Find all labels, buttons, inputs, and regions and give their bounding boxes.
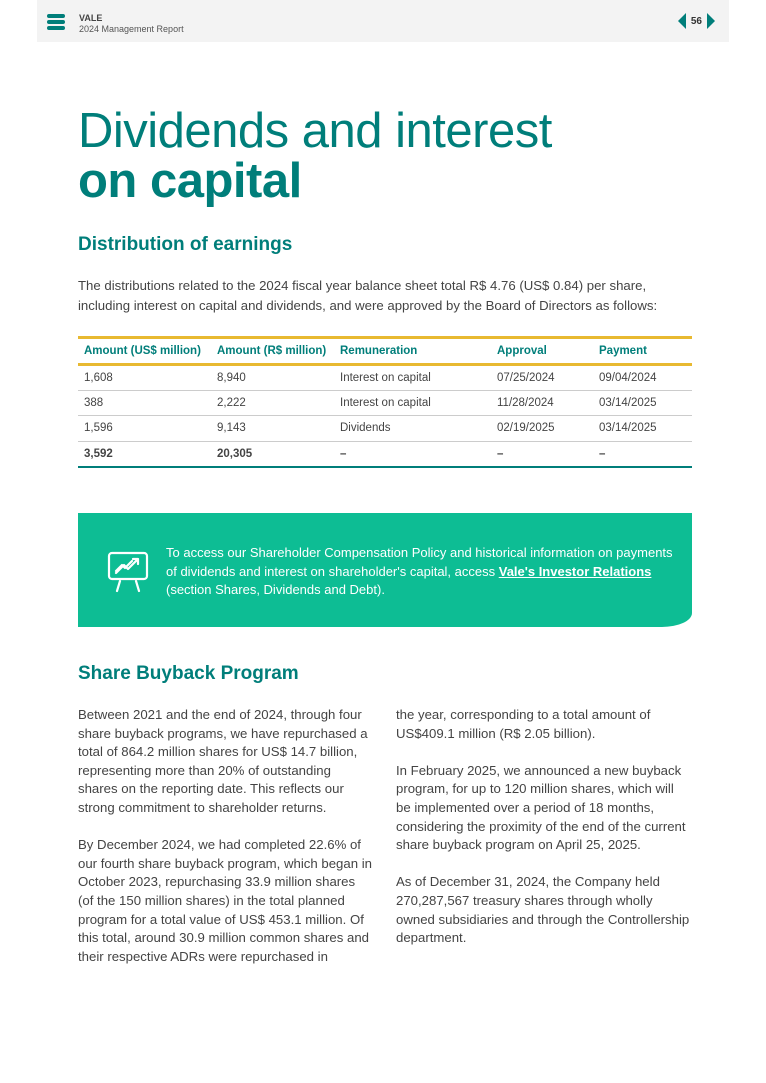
table-cell: 09/04/2024 xyxy=(593,365,692,391)
top-bar xyxy=(37,0,729,42)
table-cell: 03/14/2025 xyxy=(593,390,692,416)
title-line1: Dividends and interest xyxy=(78,104,552,158)
table-cell: Interest on capital xyxy=(334,390,491,416)
previous-page-icon[interactable] xyxy=(678,13,686,29)
distribution-table xyxy=(78,336,692,468)
paragraph: As of December 31, 2024, the Company held 270,287,567 treasury shares through wholly owned subsidiaries and through the Controllership department. xyxy=(396,874,690,946)
table-cell: Dividends xyxy=(334,416,491,442)
presentation-chart-icon xyxy=(106,551,150,593)
table-cell: 03/14/2025 xyxy=(593,416,692,442)
table-cell: 388 xyxy=(78,390,211,416)
total-row xyxy=(78,441,692,467)
column-header: Approval xyxy=(497,345,547,357)
column-header: Amount (R$ million) xyxy=(217,345,327,357)
brand-name: VALE xyxy=(79,13,103,23)
table-cell: 02/19/2025 xyxy=(491,416,593,442)
paragraph: By December 2024, we had completed 22.6% of our fourth share buyback program, which began in October 2023, repurchasing 33.9 million shares (of the 150 million shares) in the total planned program for a total value of US$ 453.1 million. Of this total, around 30.9 million common shares and their respective ADRs were repurchased in xyxy=(78,837,372,964)
paragraph: the year, corresponding to a total amount of US$409.1 million (R$ 2.05 billion). xyxy=(396,707,651,741)
title-line2: on capital xyxy=(78,154,302,208)
column-header: Remuneration xyxy=(340,345,418,357)
report-subtitle: 2024 Management Report xyxy=(79,24,184,34)
table-row xyxy=(78,390,692,416)
investor-relations-link[interactable]: Vale's Investor Relations xyxy=(498,563,652,579)
table-cell: 07/25/2024 xyxy=(491,365,593,391)
distribution-intro: The distributions related to the 2024 fiscal year balance sheet total R$ 4.76 (US$ 0.84) per share, including interest on capital and dividends, and were approved by the Board of Directors as follows: xyxy=(78,278,658,313)
table-cell: – xyxy=(491,441,593,467)
callout-text-before: To access our Shareholder Compensation Policy and historical information on payments of dividends and interest on shareholder's capital, access xyxy=(166,545,673,579)
table-cell: – xyxy=(593,441,692,467)
page-number: 56 xyxy=(690,15,702,27)
table-cell: 1,596 xyxy=(78,416,211,442)
table-cell: 11/28/2024 xyxy=(491,390,593,416)
column-header: Payment xyxy=(599,345,647,357)
table-cell: 20,305 xyxy=(211,441,334,467)
brand xyxy=(79,13,184,35)
buyback-heading: Share Buyback Program xyxy=(78,663,299,684)
buyback-right-column xyxy=(396,706,691,966)
table-cell: 9,143 xyxy=(211,416,334,442)
table-cell: 8,940 xyxy=(211,365,334,391)
pager xyxy=(678,13,715,29)
next-page-icon[interactable] xyxy=(707,13,715,29)
table-cell: 2,222 xyxy=(211,390,334,416)
table-row xyxy=(78,365,692,391)
table-cell: – xyxy=(334,441,491,467)
callout-text xyxy=(166,544,686,600)
table-cell: Interest on capital xyxy=(334,365,491,391)
buyback-left-column xyxy=(78,706,373,985)
column-header: Amount (US$ million) xyxy=(84,345,201,357)
page-title xyxy=(78,106,552,206)
paragraph: In February 2025, we announced a new buyback program, for up to 120 million shares, which will be implemented over a period of 18 months, considering the proximity of the end of the current share buyback program on April 25, 2025. xyxy=(396,762,686,853)
table-cell: 3,592 xyxy=(78,441,211,467)
table-cell: 1,608 xyxy=(78,365,211,391)
menu-icon[interactable] xyxy=(47,14,65,30)
callout-text-after: (section Shares, Dividends and Debt). xyxy=(166,582,385,597)
paragraph: Between 2021 and the end of 2024, through four share buyback programs, we have repurchased a total of 864.2 million shares for US$ 14.7 billion, representing more than 20% of outstanding shares on the reporting date. This reflects our strong commitment to shareholder returns. xyxy=(78,707,368,815)
table-row xyxy=(78,416,692,442)
investor-relations-callout xyxy=(78,513,692,627)
distribution-heading: Distribution of earnings xyxy=(78,234,293,255)
